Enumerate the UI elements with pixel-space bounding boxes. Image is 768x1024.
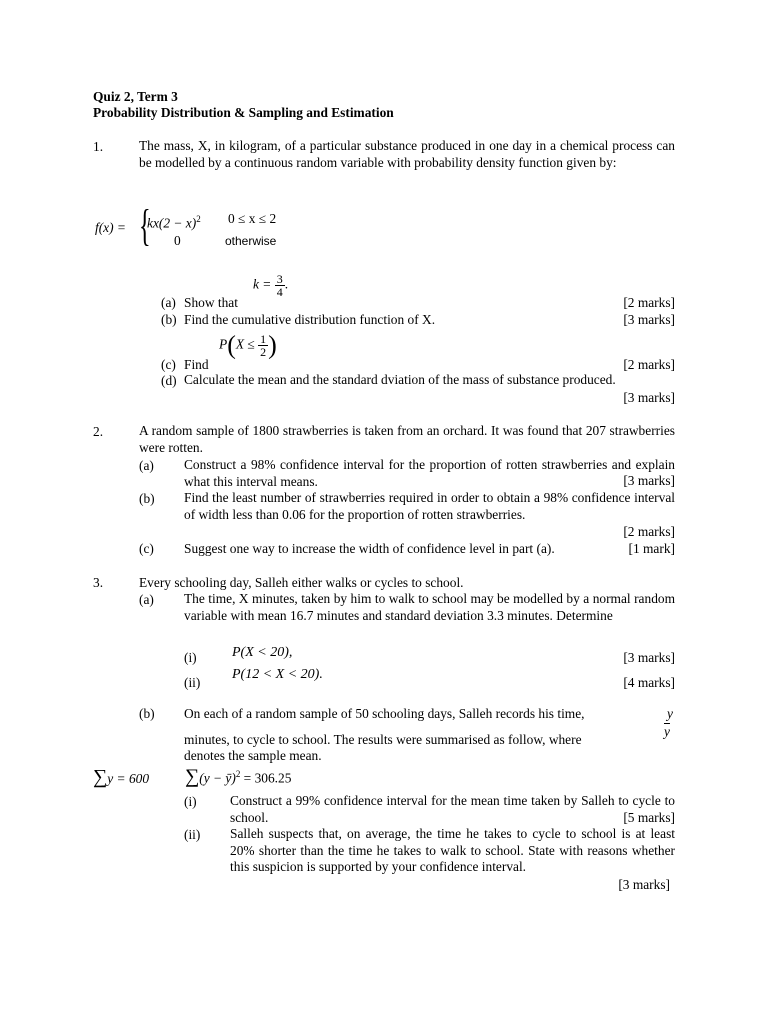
q3-a-i-marks: [3 marks] [623, 650, 675, 665]
k-equation: k = $\frac{3}{4}$ . [253, 272, 289, 299]
q1-a-label: (a) [161, 295, 176, 310]
sum-squared-deviation-equation: ∑(y − ȳ)$^2$ = 306.25 [185, 765, 292, 788]
q3-b-text-line1: On each of a random sample of 50 schooling days, Salleh records his time, [184, 706, 585, 721]
q3-b-ybar-symbol: $\overline{y}$ [664, 724, 670, 739]
q3-b-ii-text: Salleh suspects that, on average, the time he takes to cycle to school is at least 20% shorter than the time he takes to walk to school. State with reasons whether this suspicion is supported by your confidence interval. [230, 826, 675, 875]
pdf-case2-expr: 0 [174, 233, 181, 248]
q1-b-label: (b) [161, 312, 177, 327]
q3-b-text-line3: denotes the sample mean. [184, 748, 322, 763]
quiz-subtitle: Probability Distribution & Sampling and Estimation [93, 105, 394, 120]
quiz-title: Quiz 2, Term 3 [93, 89, 178, 104]
q2-a-text: Construct a 98% confidence interval for the proportion of rotten strawberries and explain what this interval means. [184, 457, 675, 489]
q3-b-i-marks: [5 marks] [623, 810, 675, 825]
q1-c-label: (c) [161, 357, 176, 372]
q3-a-label: (a) [139, 592, 154, 607]
sum-y-equation: ∑y = 600 [93, 766, 150, 788]
q3-a-ii-marks: [4 marks] [623, 675, 675, 690]
q1-c-text: Find [184, 357, 209, 372]
q1-d-text: Calculate the mean and the standard dviation of the mass of substance produced. [184, 372, 616, 387]
q3-a-i-label: (i) [184, 650, 197, 665]
q3-b-y-symbol: y [667, 706, 673, 721]
question-2-intro: A random sample of 1800 strawberries is taken from an orchard. It was found that 207 strawberries were rotten. [139, 423, 675, 455]
q1-d-label: (d) [161, 373, 177, 388]
question-3-number: 3. [93, 575, 104, 590]
q2-c-label: (c) [139, 541, 154, 556]
q3-b-ii-label: (ii) [184, 827, 201, 842]
q2-c-marks: [1 mark] [628, 541, 675, 556]
q2-b-marks: [2 marks] [623, 524, 675, 539]
q1-a-marks: [2 marks] [623, 295, 675, 310]
q1-b-text: Find the cumulative distribution function of X. [184, 312, 436, 327]
question-3-intro: Every schooling day, Salleh either walks or cycles to school. [139, 575, 464, 590]
question-1-number: 1. [93, 139, 104, 154]
q3-b-ii-marks: [3 marks] [618, 877, 670, 892]
q3-a-ii-expression: P(12 < X < 20). [232, 667, 323, 682]
q1-c-marks: [2 marks] [623, 357, 675, 372]
q3-b-label: (b) [139, 706, 155, 721]
q2-c-text: Suggest one way to increase the width of confidence level in part (a). [184, 541, 555, 556]
q1-d-marks: [3 marks] [623, 390, 675, 405]
q3-a-i-expression: P(X < 20), [232, 645, 293, 660]
q2-b-label: (b) [139, 491, 155, 506]
q3-b-text-line2: minutes, to cycle to school. The results were summarised as follow, where [184, 732, 582, 747]
q3-a-ii-label: (ii) [184, 675, 201, 690]
q3-a-text: The time, X minutes, taken by him to walk to school may be modelled by a normal random variable with mean 16.7 minutes and standard deviation 3.3 minutes. Determine [184, 591, 675, 623]
pdf-brace: { [139, 201, 151, 250]
question-2-number: 2. [93, 424, 104, 439]
q2-a-label: (a) [139, 458, 154, 473]
q2-a-marks: [3 marks] [623, 473, 675, 488]
question-1-intro: The mass, X, in kilogram, of a particular substance produced in one day in a chemical process can be modelled by a continuous random variable with probability density function given by: [139, 138, 675, 170]
pdf-lhs: f(x) = [95, 220, 126, 235]
q3-b-i-text: Construct a 99% confidence interval for the mean time taken by Salleh to cycle to school. [230, 793, 675, 825]
q1-b-marks: [3 marks] [623, 312, 675, 327]
pdf-case1-condition: 0 ≤ x ≤ 2 [228, 211, 277, 226]
q1-a-text: Show that [184, 295, 238, 310]
q3-b-i-label: (i) [184, 794, 197, 809]
q2-b-text: Find the least number of strawberries required in order to obtain a 98% confidence interval of width less than 0.06 for the proportion of rotten strawberries. [184, 490, 675, 522]
pdf-case2-condition: otherwise [225, 234, 277, 248]
q1-c-expression: P(X ≤ $\frac{1}{2}$ ) [219, 330, 277, 360]
pdf-case1-expr: $kx(2 - x)^2$ [147, 214, 201, 231]
